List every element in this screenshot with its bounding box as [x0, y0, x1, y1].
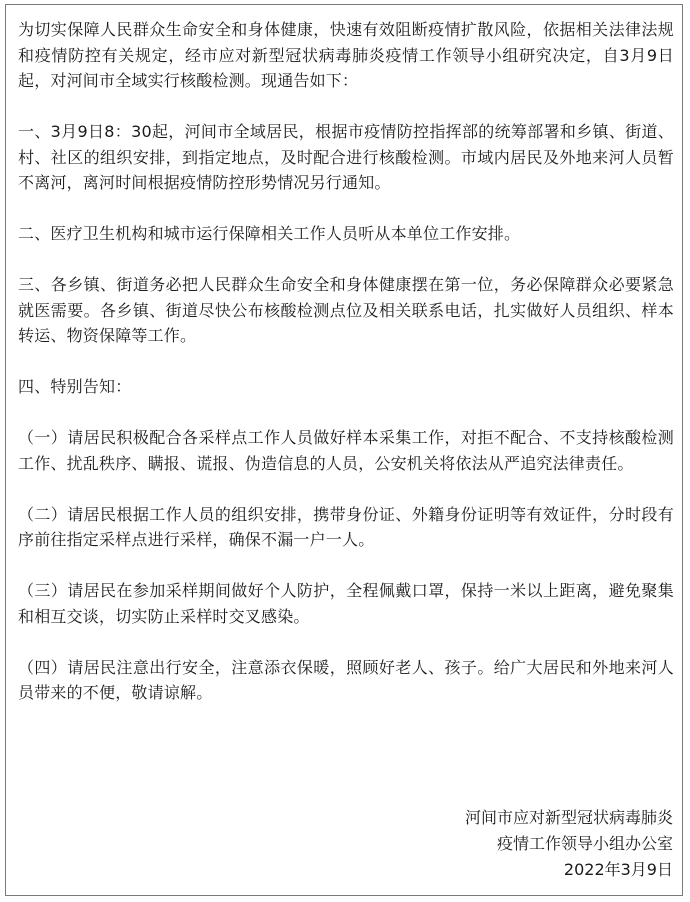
section-4-heading: 四、特别告知：	[18, 377, 132, 396]
notice-body	[18, 17, 674, 731]
section-1-paragraph: 一、3月9日8：30起，河间市全域居民，根据市疫情防控指挥部的统筹部署和乡镇、街道、村、社区的组织安排，到指定地点，及时配合进行核酸检测。市域内居民及外地来河人员暂不离河，离河时间根据疫情防控形势情况另行通知。	[18, 122, 674, 192]
signature-date: 2022年3月9日	[563, 860, 673, 879]
notice-item-4: （四）请居民注意出行安全，注意添衣保暖，照顾好老人、孩子。给广大居民和外地来河人员带来的不便，敬请谅解。	[18, 657, 674, 702]
signature-block	[465, 805, 673, 883]
notice-item-1: （一）请居民积极配合各采样点工作人员做好样本采集工作，对拒不配合、不支持核酸检测工作、扰乱秩序、瞒报、谎报、伪造信息的人员，公安机关将依法从严追究法律责任。	[18, 428, 674, 473]
intro-paragraph: 为切实保障人民群众生命安全和身体健康，快速有效阻断疫情扩散风险，依据相关法律法规和疫情防控有关规定，经市应对新型冠状病毒肺炎疫情工作领导小组研究决定，自3月9日起，对河间市全域实行核酸检测。现通告如下：	[18, 20, 674, 90]
section-3-paragraph: 三、各乡镇、街道务必把人民群众生命安全和身体健康摆在第一位，务必保障群众必要紧急就医需要。各乡镇、街道尽快公布核酸检测点位及相关联系电话，扎实做好人员组织、样本转运、物资保障等工作。	[18, 275, 674, 345]
notice-item-3: （三）请居民在参加采样期间做好个人防护，全程佩戴口罩，保持一米以上距离，避免聚集和相互交谈，切实防止采样时交叉感染。	[18, 581, 674, 626]
signature-org-line-2: 疫情工作领导小组办公室	[496, 834, 673, 853]
section-2-paragraph: 二、医疗卫生机构和城市运行保障相关工作人员听从本单位工作安排。	[18, 224, 521, 243]
signature-org-line-1: 河间市应对新型冠状病毒肺炎	[464, 808, 673, 827]
notice-item-2: （二）请居民根据工作人员的组织安排，携带身份证、外籍身份证明等有效证件，分时段有序前往指定采样点进行采样，确保不漏一户一人。	[18, 504, 674, 549]
